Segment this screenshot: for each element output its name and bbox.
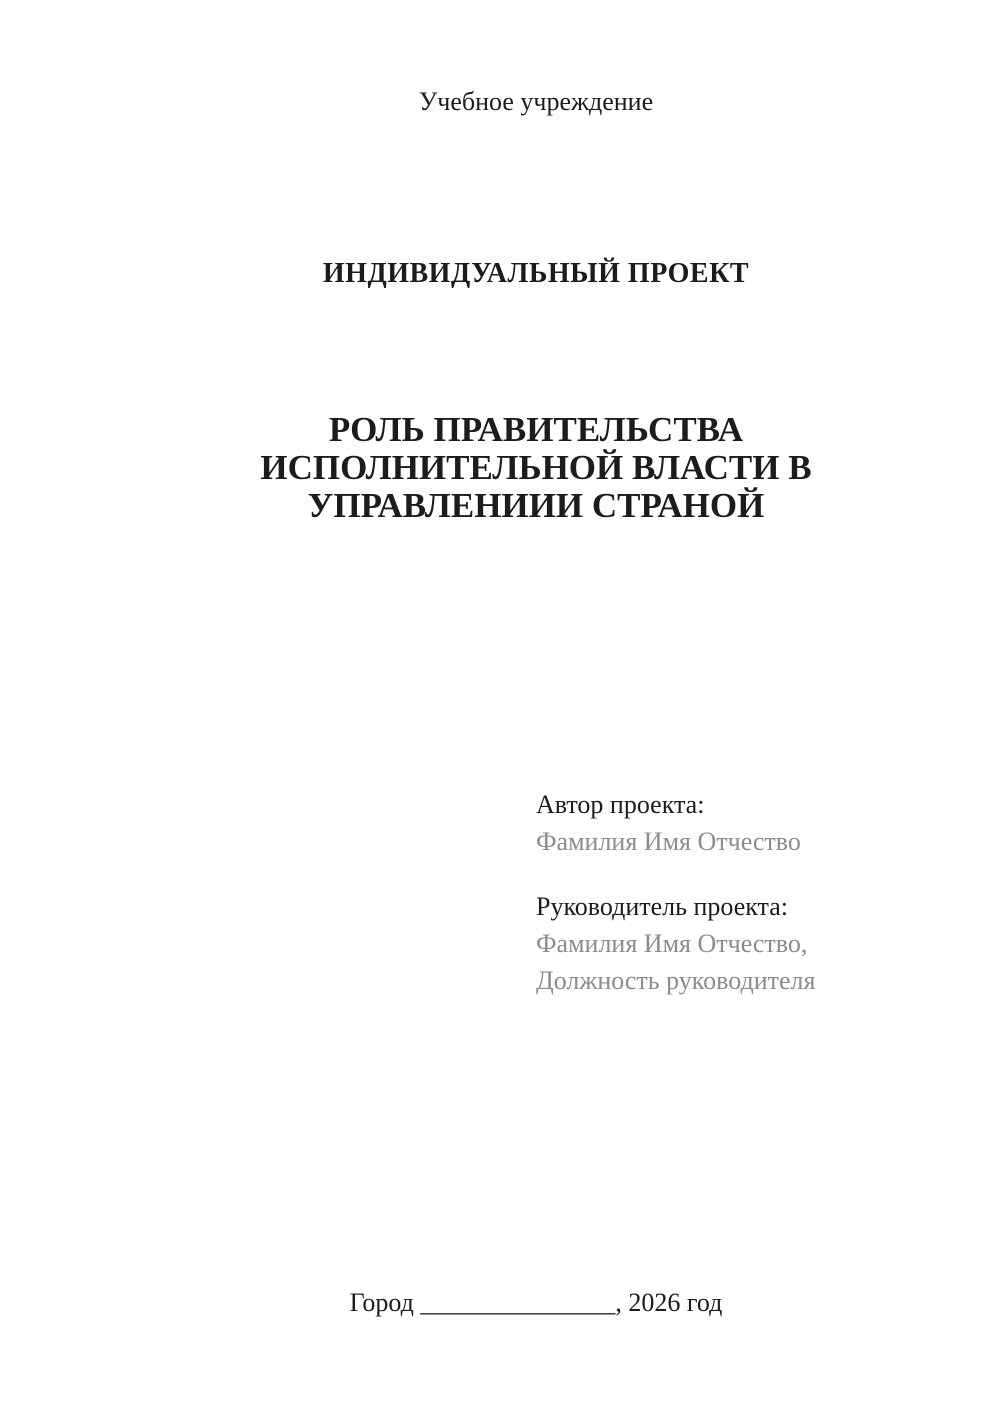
supervisor-name-placeholder: Фамилия Имя Отчество, <box>536 929 808 958</box>
supervisor-position-placeholder: Должность руководителя <box>536 966 816 995</box>
document-type-heading: ИНДИВИДУАЛЬНЫЙ ПРОЕКТ <box>322 258 750 289</box>
supervisor-label: Руководитель проекта: <box>536 892 789 921</box>
author-label: Автор проекта: <box>536 790 705 819</box>
credits-block <box>536 786 815 999</box>
project-title-line-1: РОЛЬ ПРАВИТЕЛЬСТВА <box>328 410 744 449</box>
credits-spacer <box>536 860 815 888</box>
city-year-line: Город _______________, 2026 год <box>349 1288 723 1317</box>
project-title-line-3: УПРАВЛЕНИИИ СТРАНОЙ <box>307 486 765 525</box>
project-title <box>143 411 929 525</box>
project-title-line-2: ИСПОЛНИТЕЛЬНОЙ ВЛАСТИ В <box>260 448 812 487</box>
author-name-placeholder: Фамилия Имя Отчество <box>536 827 801 856</box>
institution-name: Учебное учреждение <box>418 87 654 116</box>
